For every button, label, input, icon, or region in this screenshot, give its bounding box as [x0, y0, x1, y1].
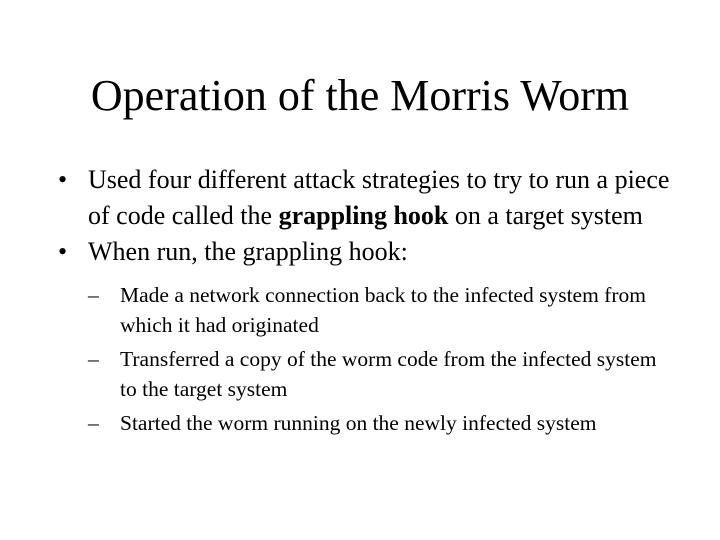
bullet-attack-strategies [56, 162, 676, 234]
bullet-text: When run, the grappling hook: [88, 237, 408, 266]
sub-bullet-network-connection [88, 280, 676, 340]
sub-bullet-start-worm [88, 408, 676, 438]
sub-bullet-marker: – [88, 283, 99, 307]
bullet-list [56, 162, 676, 442]
bullet-marker: • [58, 165, 68, 194]
sub-bullet-text: Transferred a copy of the worm code from the infected system to the target system [120, 347, 657, 401]
bullet-marker: • [58, 237, 68, 266]
sub-bullet-marker: – [88, 347, 99, 371]
bullet-when-run [56, 234, 676, 438]
bullet-text-before: Used four different attack strategies to try to run a piece of code called the [88, 165, 670, 230]
sub-bullet-marker: – [88, 411, 99, 435]
sub-bullet-text: Made a network connection back to the infected system from which it had originated [120, 283, 646, 337]
sub-bullet-text: Started the worm running on the newly infected system [120, 411, 597, 435]
sub-bullet-list [88, 280, 676, 438]
bullet-text-after: on a target system [448, 201, 643, 230]
bullet-emphasis-grappling-hook: grappling hook [278, 201, 449, 230]
slide-title: Operation of the Morris Worm [90, 71, 630, 120]
sub-bullet-transfer-copy [88, 344, 676, 404]
